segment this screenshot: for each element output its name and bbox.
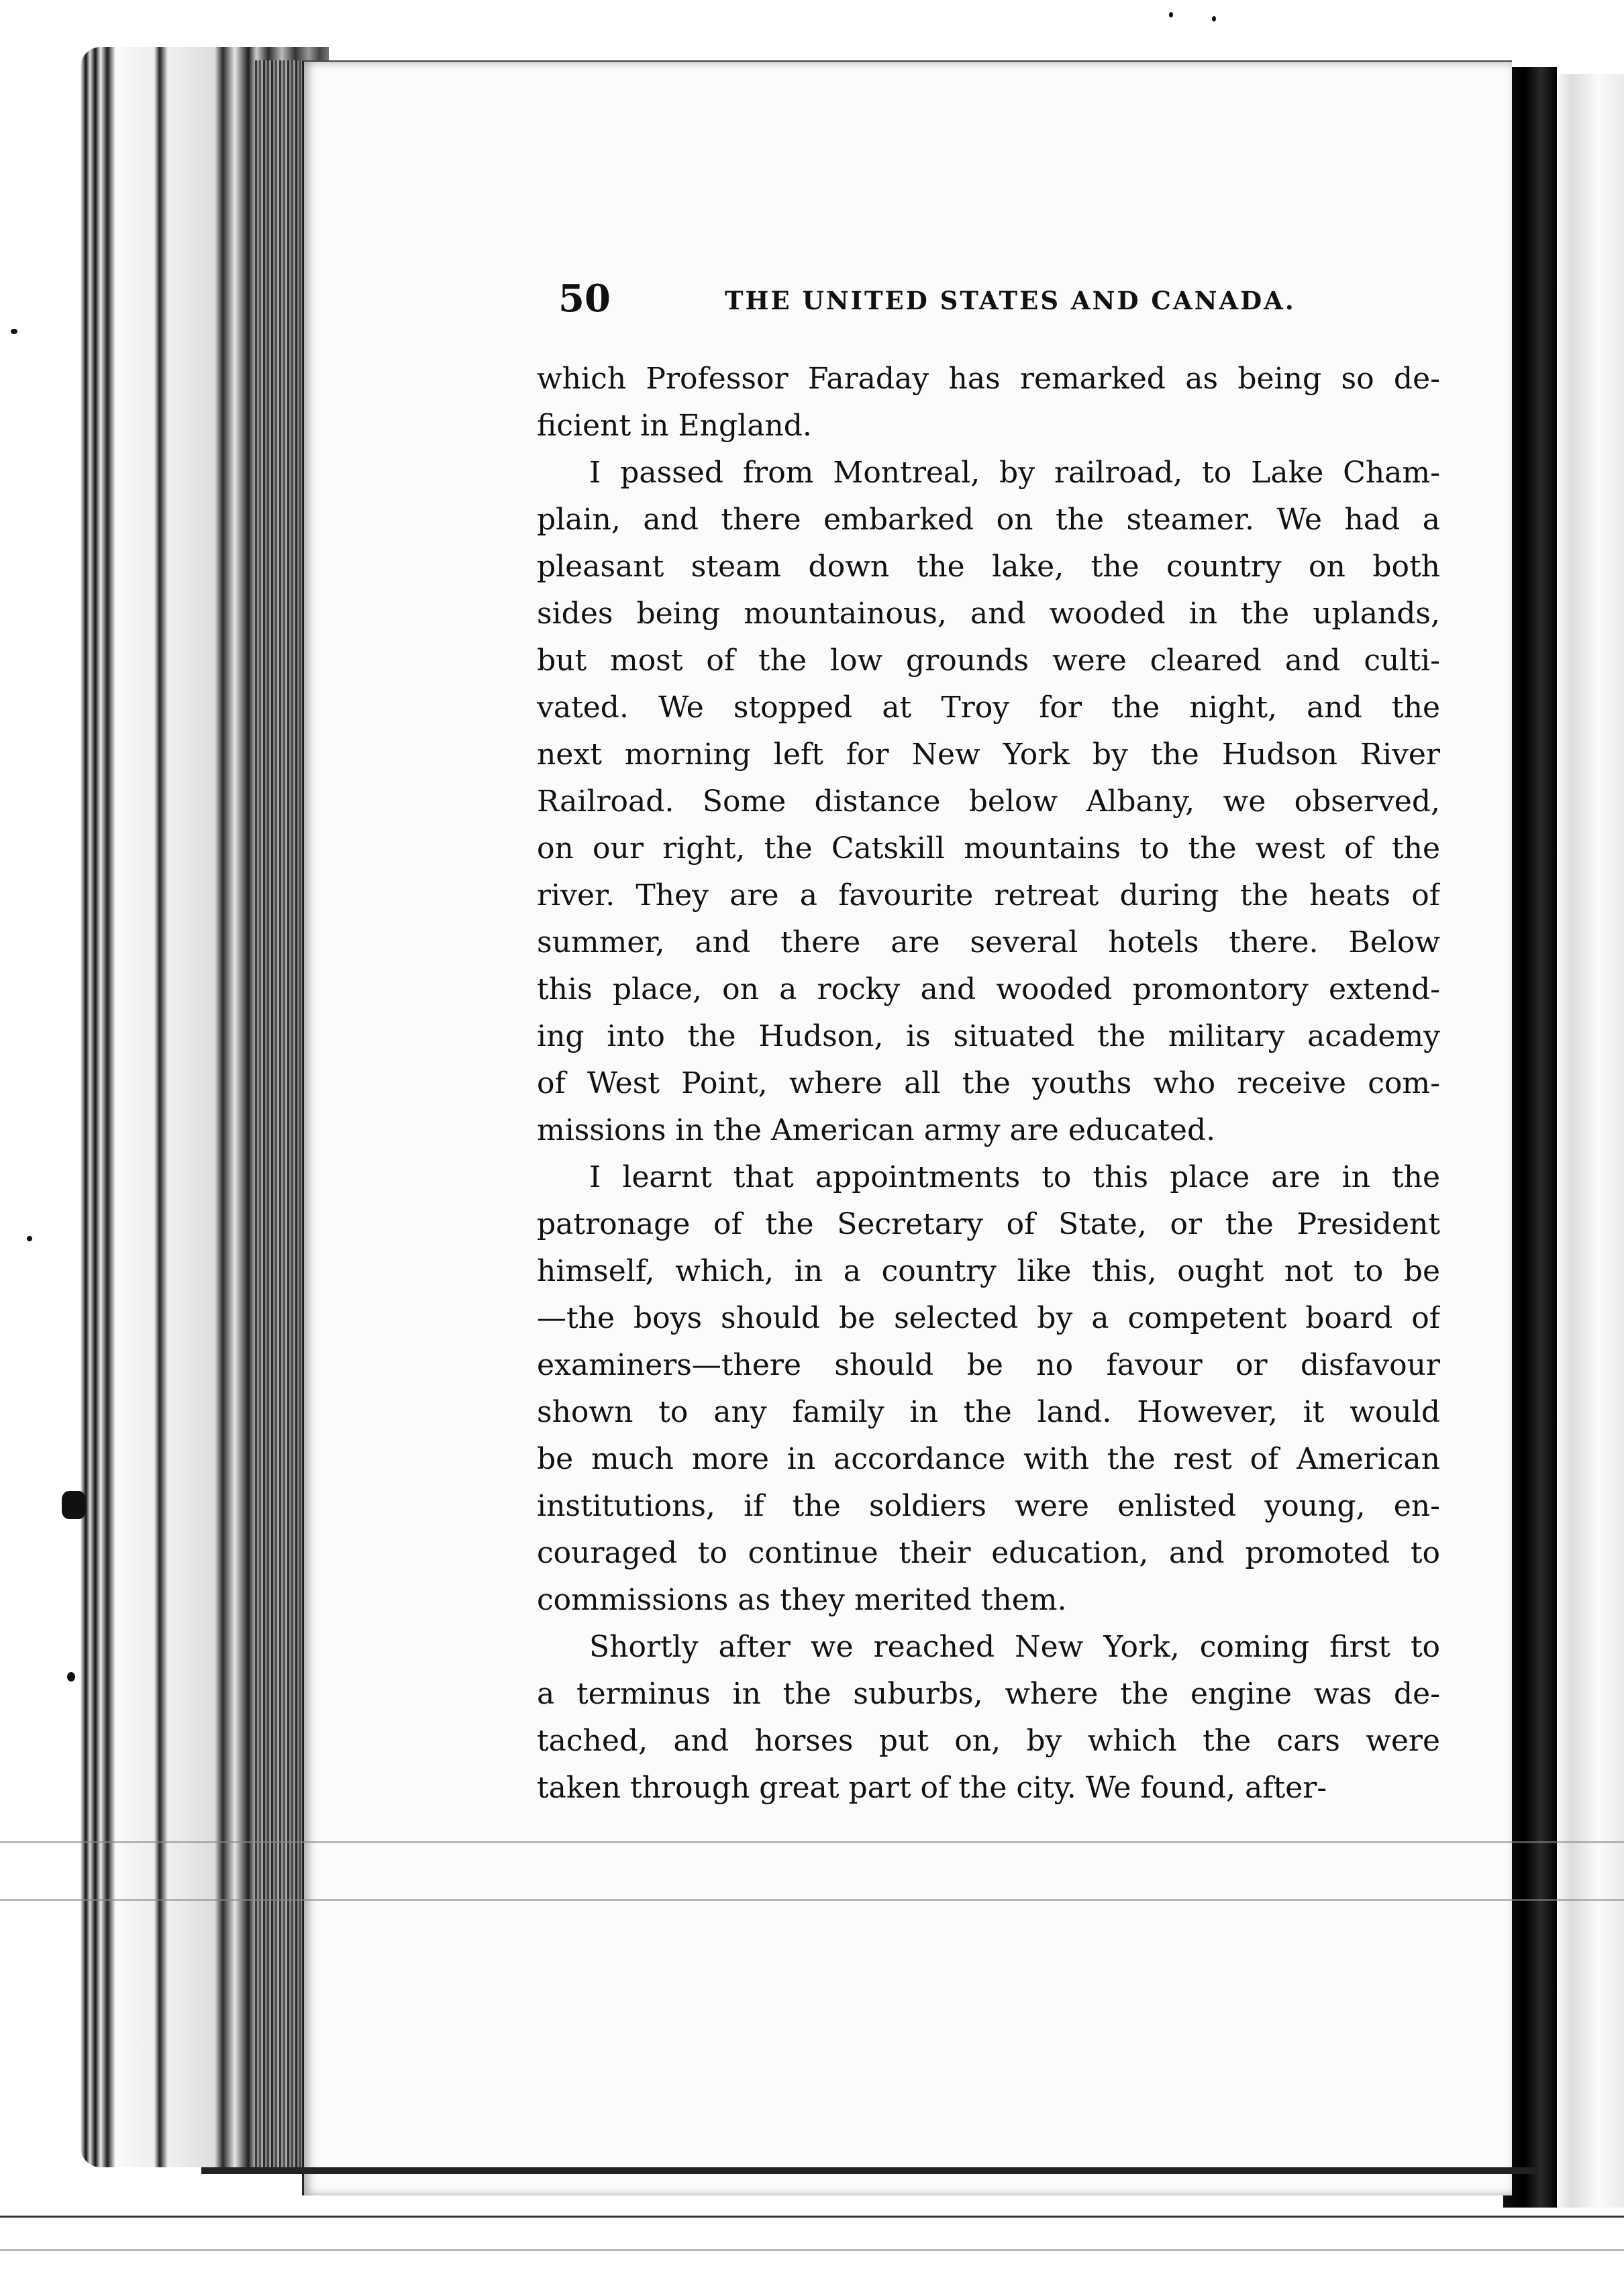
scan-speck: [11, 329, 17, 334]
scan-artifact-line: [0, 1841, 1624, 1843]
scan-speck: [1169, 12, 1173, 17]
text-line: examiners—there should be no favour or disfavour: [537, 1348, 1440, 1382]
text-line: sides being mountainous, and wooded in the uplands,: [537, 597, 1440, 631]
text-line: I passed from Montreal, by railroad, to Lake Cham-: [589, 456, 1440, 490]
scan-speck: [27, 1236, 32, 1241]
text-line: —the boys should be selected by a competent board of: [537, 1301, 1440, 1335]
text-line: institutions, if the soldiers were enlisted young, en-: [537, 1489, 1440, 1523]
body-text: [537, 356, 1440, 1812]
text-line: this place, on a rocky and wooded promontory extend-: [537, 972, 1440, 1006]
text-line: plain, and there embarked on the steamer. We had a: [537, 503, 1440, 537]
text-line: taken through great part of the city. We found, after-: [537, 1771, 1327, 1805]
scan-artifact-line: [0, 2249, 1624, 2251]
text-line: Shortly after we reached New York, coming first to: [589, 1630, 1440, 1664]
running-head: THE UNITED STATES AND CANADA.: [725, 286, 1296, 315]
paragraph: [537, 1624, 1440, 1812]
scan-speck: [62, 1491, 86, 1519]
text-line: missions in the American army are educated.: [537, 1113, 1216, 1147]
text-line: next morning left for New York by the Hudson River: [537, 737, 1440, 772]
scan-speck: [1212, 16, 1216, 21]
text-line: pleasant steam down the lake, the country on both: [537, 550, 1440, 584]
text-line: on our right, the Catskill mountains to the west of the: [537, 831, 1440, 866]
text-line: summer, and there are several hotels there. Below: [537, 925, 1440, 960]
page-header: [558, 276, 1296, 323]
text-line: Railroad. Some distance below Albany, we observed,: [537, 784, 1440, 819]
text-line: commissions as they merited them.: [537, 1583, 1067, 1617]
text-line: tached, and horses put on, by which the cars were: [537, 1724, 1440, 1758]
facing-page-edge: [1558, 74, 1624, 2208]
paragraph: [537, 1154, 1440, 1624]
text-line: I learnt that appointments to this place are in the: [589, 1160, 1440, 1194]
text-line: ing into the Hudson, is situated the military academy: [537, 1019, 1440, 1053]
text-line: which Professor Faraday has remarked as being so de-: [537, 362, 1440, 396]
page-bottom-edge: [201, 2167, 1537, 2174]
scan-artifact-line: [0, 1899, 1624, 1901]
text-line: patronage of the Secretary of State, or the President: [537, 1207, 1440, 1241]
text-line: vated. We stopped at Troy for the night, and the: [537, 690, 1440, 725]
page-number: 50: [558, 276, 611, 321]
text-line: but most of the low grounds were cleared and culti-: [537, 643, 1440, 678]
text-line: shown to any family in the land. However, it would: [537, 1395, 1440, 1429]
paragraph: [537, 356, 1440, 450]
text-line: be much more in accordance with the rest of American: [537, 1442, 1440, 1476]
paragraph: [537, 450, 1440, 1154]
text-line: a terminus in the suburbs, where the engine was de-: [537, 1677, 1440, 1711]
text-line: couraged to continue their education, and promoted to: [537, 1536, 1440, 1570]
text-line: himself, which, in a country like this, ought not to be: [537, 1254, 1440, 1288]
text-line: ficient in England.: [537, 409, 812, 443]
book-edge-shadow: [255, 60, 309, 2167]
text-line: of West Point, where all the youths who receive com-: [537, 1066, 1440, 1100]
scan-speck: [67, 1672, 75, 1682]
scan-bottom-border: [0, 2216, 1624, 2218]
text-line: river. They are a favourite retreat during the heats of: [537, 878, 1440, 913]
